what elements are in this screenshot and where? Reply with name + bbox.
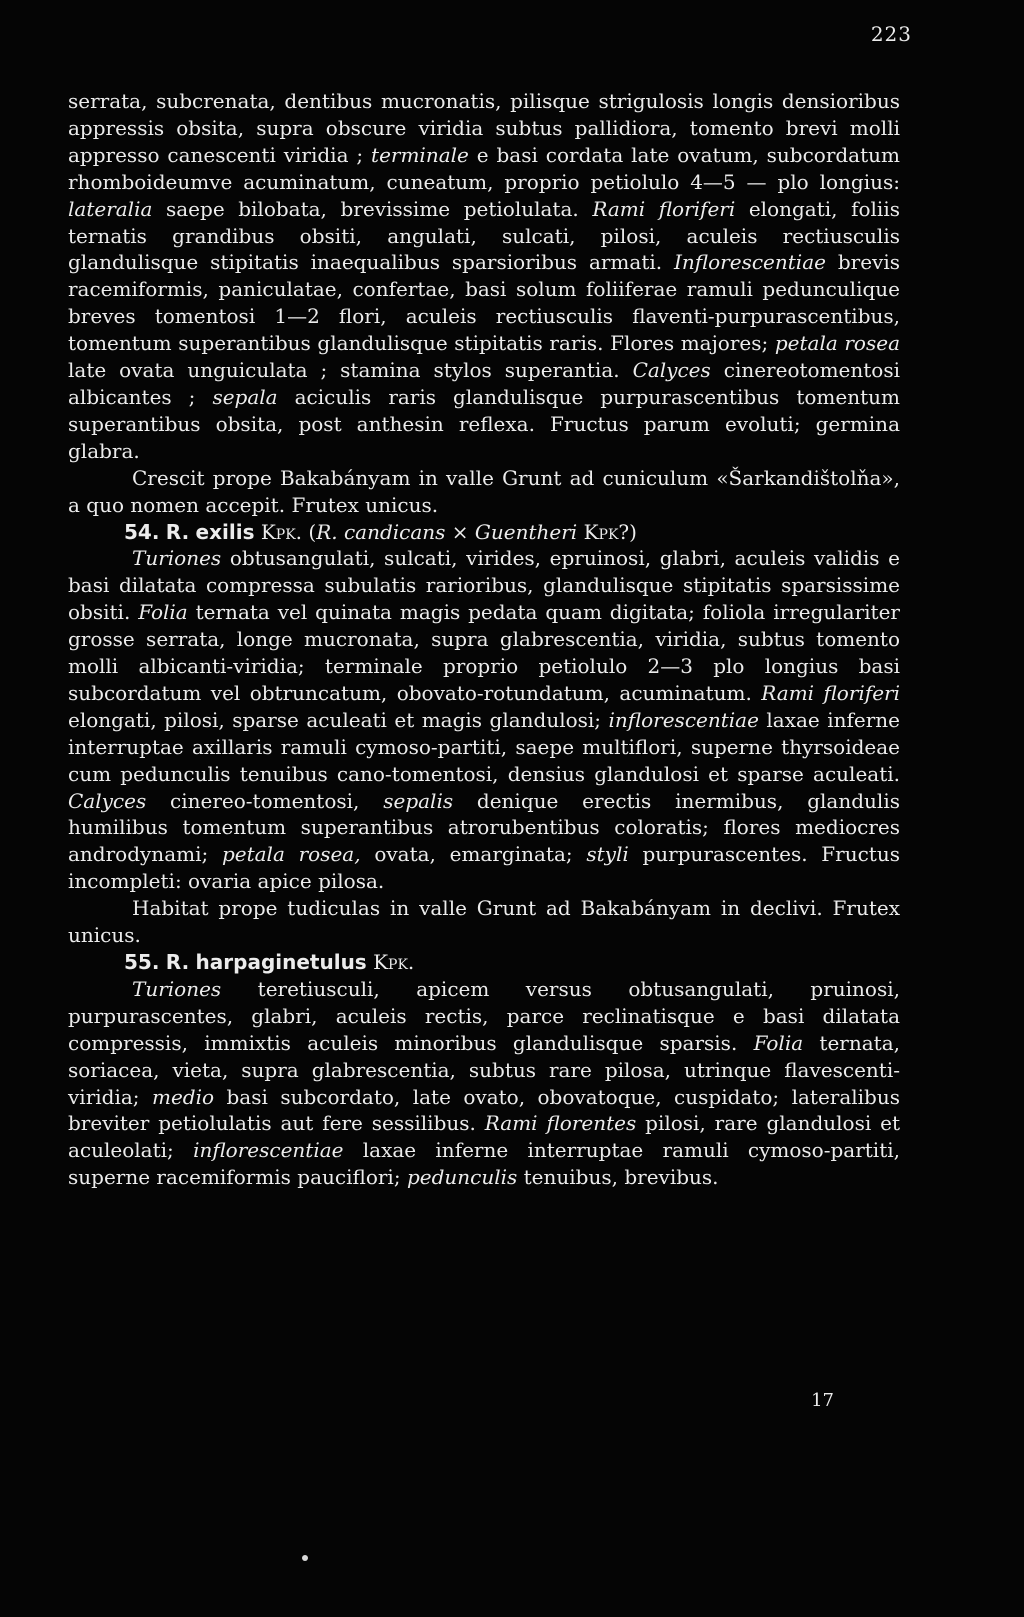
paragraph-habitat-1: Crescit prope Bakabányam in valle Grunt ad cuniculum «Šarkandištolňa», a quo nomen accepit. Frutex unicus. bbox=[68, 465, 900, 517]
page-number: 223 bbox=[870, 22, 912, 46]
paragraph-habitat-54: Habitat prope tudiculas in valle Grunt ad Bakabányam in declivi. Frutex unicus. bbox=[68, 896, 900, 948]
species-heading-55: 55. R. harpaginetulus Kpk. bbox=[124, 950, 415, 974]
scan-speck bbox=[302, 1555, 308, 1561]
main-text bbox=[68, 88, 900, 1191]
signature-mark: 17 bbox=[811, 1390, 834, 1411]
paragraph-description-54: Turiones obtusangulati, sulcati, virides, epruinosi, glabri, aculeis validis e basi dilatata compressa subulatis rarioribus, glandulisque stipitatis sparsissime obsiti. Folia ternata vel quinata magis pedata quam digitata; foliola irregulariter grosse serrata, longe mucronata, supra glabrescentia, viridia, subtus tomento molli albicanti-viridia; terminale proprio petiolulo 2—3 plo longius basi subcordatum vel obtruncatum, obovato-rotundatum, acuminatum. Rami floriferi elongati, pilosi, sparse aculeati et magis glandulosi; inflorescentiae laxae inferne interruptae axillaris ramuli cymoso-partiti, saepe multiflori, superne thyrsoideae cum pedunculis tenuibus cano-tomentosi, densius glandulosi et sparse aculeati. Calyces cinereo-tomentosi, sepalis denique erectis inermibus, glandulis humilibus tomentum superantibus atrorubentibus coloratis; flores mediocres androdynami; petala rosea, ovata, emarginata; styli purpurascentes. Fructus incompleti: ovaria apice pilosa. bbox=[68, 546, 900, 894]
paragraph-description-55: Turiones teretiusculi, apicem versus obtusangulati, pruinosi, purpurascentes, glabri, aculeis rectis, parce reclinatisque e basi dilatata compressis, immixtis aculeis minoribus glandulisque sparsis. Folia ternata, soriacea, vieta, supra glabrescentia, subtus rare pilosa, utrinque flavescenti-viridia; medio basi subcordato, late ovato, obovatoque, cuspidato; lateralibus breviter petiolulatis aut fere sessilibus. Rami florentes pilosi, rare glandulosi et aculeolati; inflorescentiae laxae inferne interruptae ramuli cymoso-partiti, superne racemiformis pauciflori; pedunculis tenuibus, brevibus. bbox=[68, 976, 901, 1190]
paragraph-description-continued: serrata, subcrenata, dentibus mucronatis, pilisque strigulosis longis densioribus appressis obsita, supra obscure viridia subtus pallidiora, tomento brevi molli appresso canescenti viridia ; terminale e basi cordata late ovatum, subcordatum rhomboideumve acuminatum, cuneatum, proprio petiolulo 4—5 — plo longius: lateralia saepe bilobata, brevissime petiolulata. Rami floriferi elongati, foliis ternatis grandibus obsiti, angulati, sulcati, pilosi, aculeis rectiusculis glandulisque stipitatis inaequalibus sparsioribus armati. Inflorescentiae brevis racemiformis, paniculatae, confertae, basi solum foliiferae ramuli pedunculique breves tomentosi 1—2 flori, aculeis rectiusculis flaventi-purpurascentibus, tomentum superantibus glandulisque stipitatis raris. Flores majores; petala rosea late ovata unguiculata ; stamina stylos superantia. Calyces cinereotomentosi albicantes ; sepala aciculis raris glandulisque purpurascentibus tomentum superantibus obsita, post anthesin reflexa. Fructus parum evoluti; germina glabra. bbox=[68, 89, 901, 463]
species-heading-54: 54. R. exilis Kpk. (R. candicans × Guentheri Kpk?) bbox=[124, 519, 637, 544]
